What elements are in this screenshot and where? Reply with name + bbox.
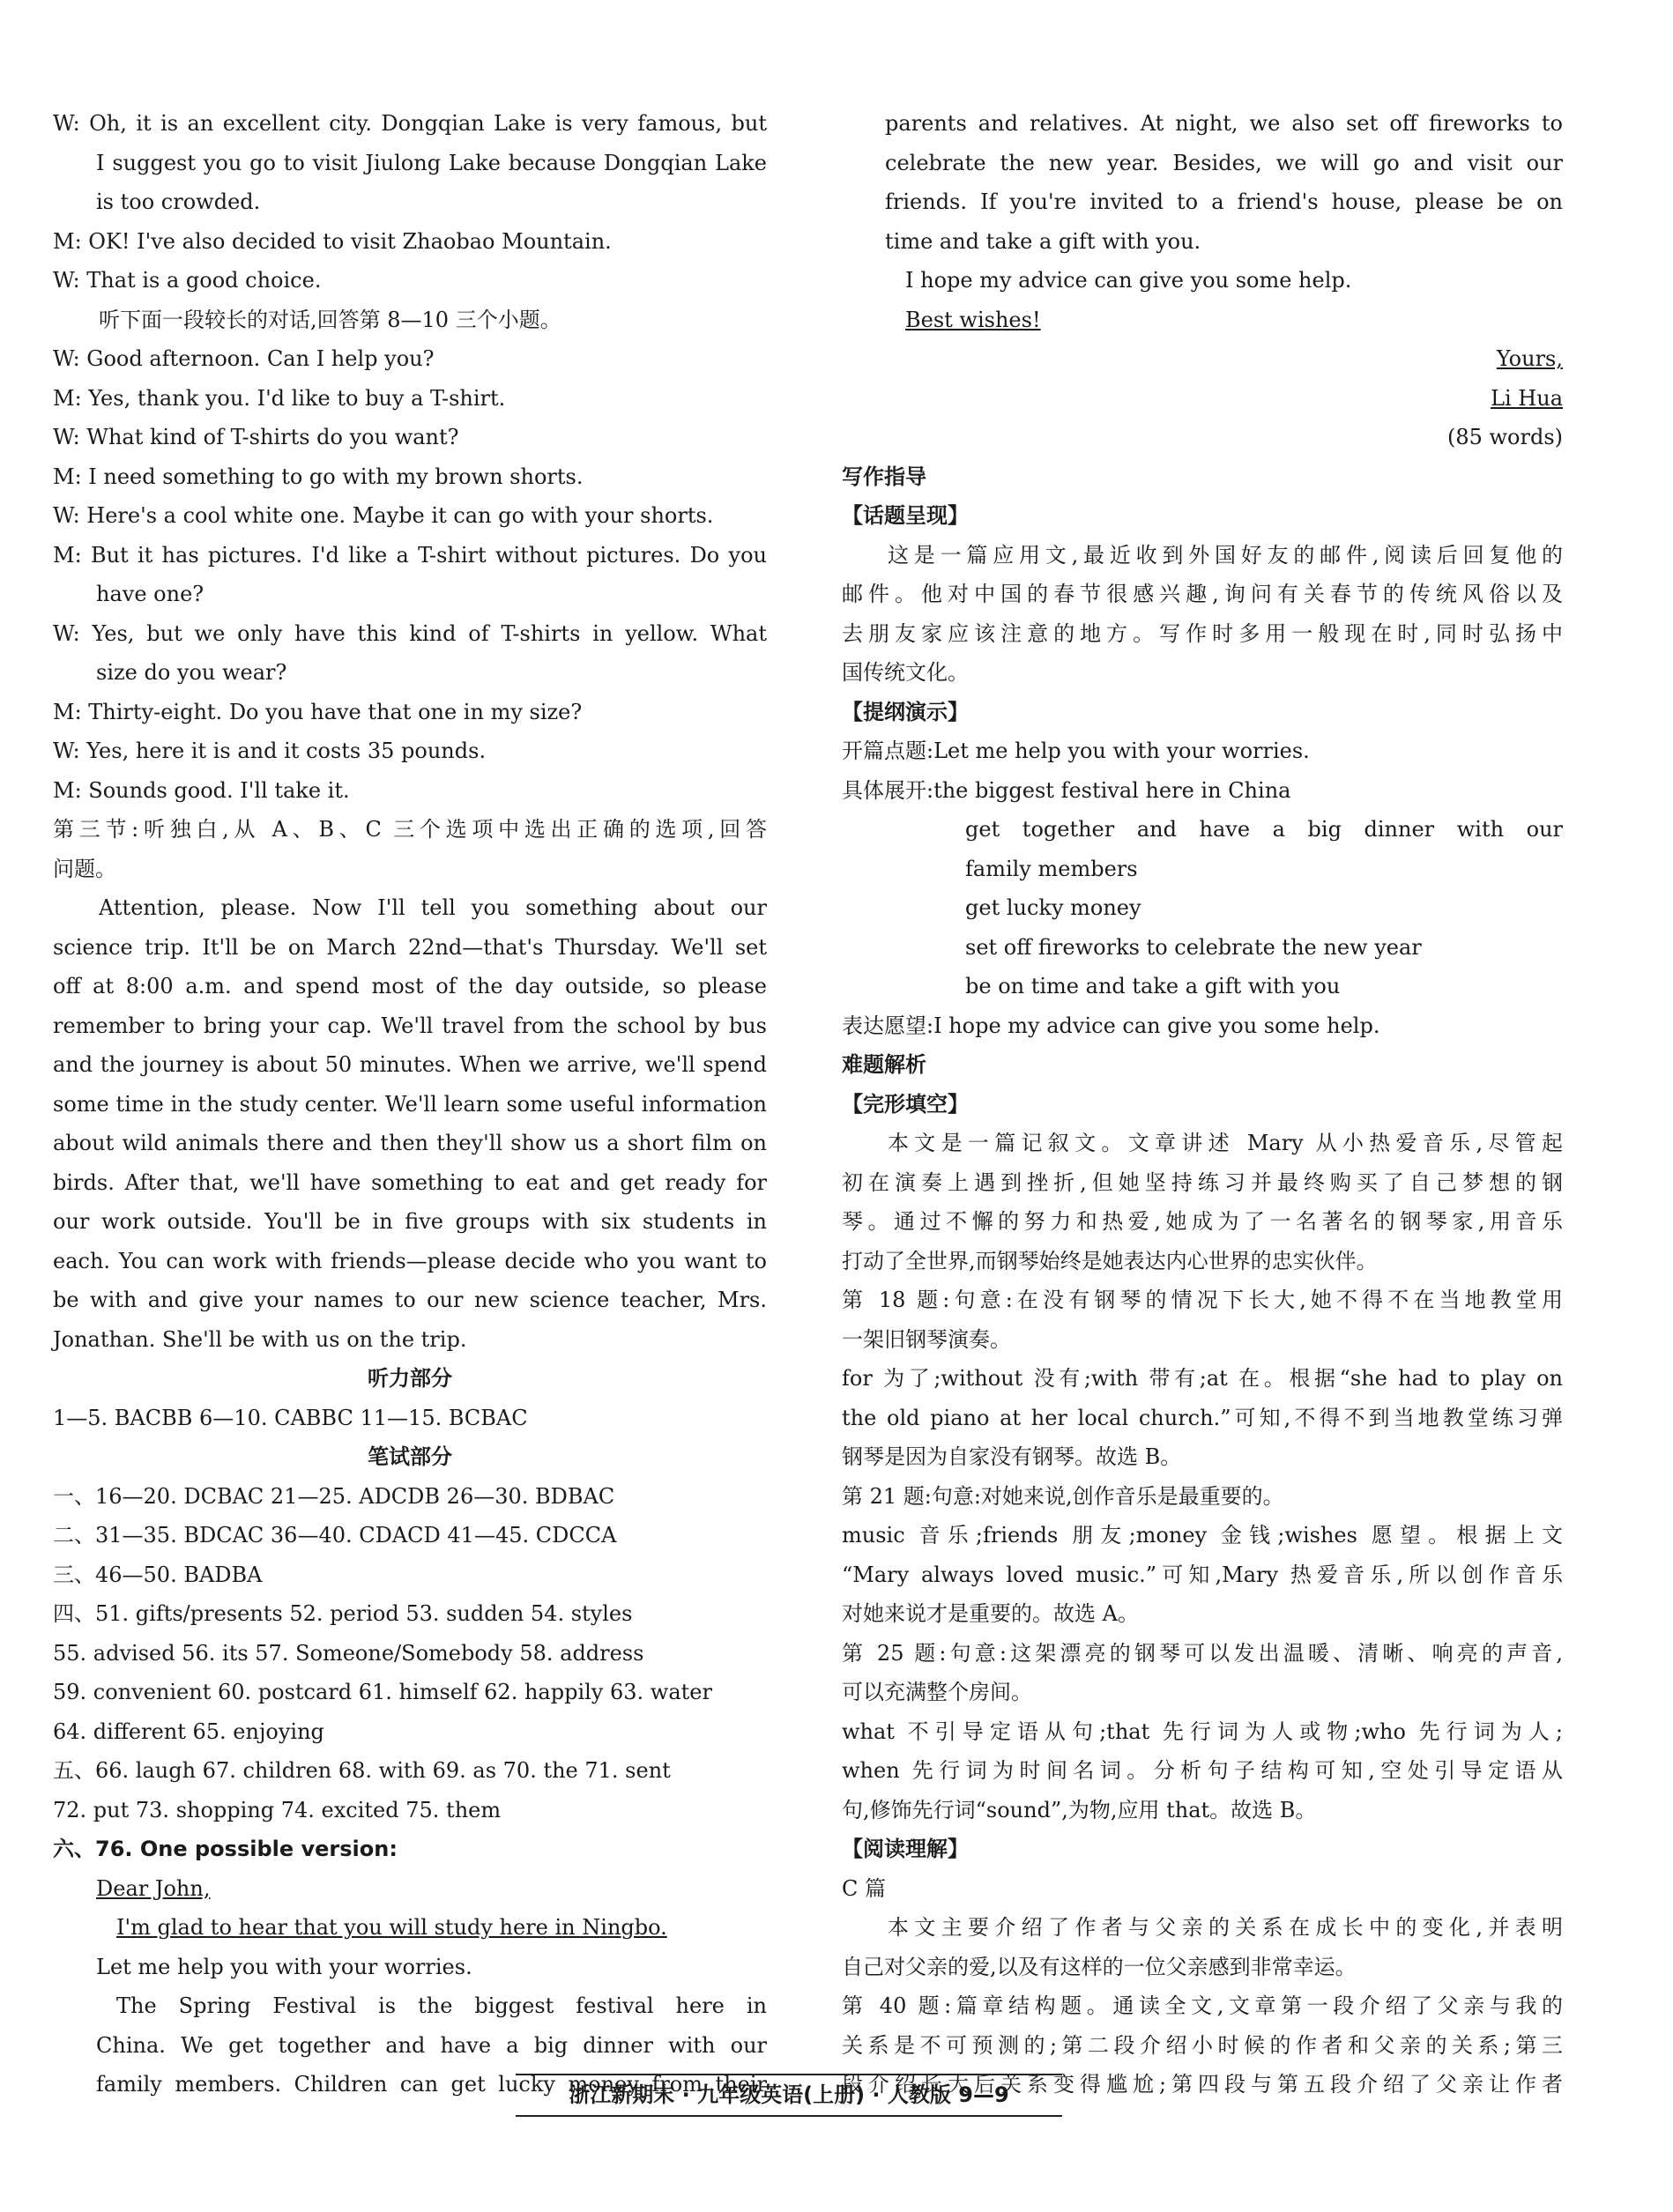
right-line: 去朋友家应该注意的地方。写作时多用一般现在时,同时弘扬中 (842, 620, 1563, 646)
left-line: W: Yes, but we only have this kind of T-shirts in yellow. What (53, 620, 767, 646)
left-line: M: Sounds good. I'll take it. (53, 777, 350, 803)
left-line: China. We get together and have a big dinner with our (96, 2032, 767, 2058)
right-line: get lucky money (965, 895, 1141, 920)
right-line: 段介绍长大后关系变得尴尬;第四段与第五段介绍了父亲让作者 (842, 2072, 1563, 2097)
left-line: M: I need something to go with my brown shorts. (53, 464, 584, 489)
right-line: 初在演奏上遇到挫折,但她坚持练习并最终购买了自己梦想的钢 (842, 1169, 1563, 1195)
right-line: parents and relatives. At night, we also set off fireworks to (885, 111, 1563, 136)
right-line: 表达愿望:I hope my advice can give you some help. (842, 1013, 1380, 1038)
right-line: 难题解析 (842, 1052, 926, 1077)
right-line: get together and have a big dinner with our (965, 817, 1563, 842)
left-line: 55. advised 56. its 57. Someone/Somebody 58. address (53, 1640, 644, 1666)
right-line: 对她来说才是重要的。故选 A。 (842, 1601, 1139, 1626)
right-line: music 音乐;friends 朋友;money 金钱;wishes 愿望。根据上文 (842, 1523, 1563, 1548)
right-line: 钢琴是因为自家没有钢琴。故选 B。 (842, 1444, 1182, 1469)
left-line: 1—5. BACBB 6—10. CABBC 11—15. BCBAC (53, 1405, 528, 1430)
right-line: family members (965, 856, 1138, 881)
left-line: Jonathan. She'll be with us on the trip. (53, 1326, 467, 1352)
right-line: 句,修饰先行词“sound”,为物,应用 that。故选 B。 (842, 1797, 1317, 1822)
right-line: Best wishes! (905, 307, 1041, 332)
left-line: and the journey is about 50 minutes. When we arrive, we'll spend (53, 1052, 767, 1077)
right-line: 【阅读理解】 (842, 1837, 969, 1861)
left-line: M: But it has pictures. I'd like a T-shirt without pictures. Do you (53, 542, 767, 568)
left-line: 问题。 (53, 856, 116, 881)
right-column (842, 104, 1563, 2104)
left-line: W: Yes, here it is and it costs 35 pounds. (53, 739, 487, 763)
right-line: 可以充满整个房间。 (842, 1680, 1032, 1704)
left-line: The Spring Festival is the biggest festival here in (116, 1993, 767, 2018)
right-line: time and take a gift with you. (885, 228, 1201, 254)
left-line: our work outside. You'll be in five groups with six students in (53, 1209, 767, 1234)
right-line: 具体展开:the biggest festival here in China (842, 777, 1291, 803)
right-line: 关系是不可预测的;第二段介绍小时候的作者和父亲的关系;第三 (842, 2032, 1563, 2058)
left-line: be with and give your names to our new science teacher, Mrs. (53, 1288, 767, 1312)
left-line: science trip. It'll be on March 22nd—that's Thursday. We'll set (53, 934, 767, 960)
left-line: W: Here's a cool white one. Maybe it can go with your shorts. (53, 503, 714, 528)
right-line: friends. If you're invited to a friend's house, please be on (885, 189, 1563, 214)
right-line: 【提纲演示】 (842, 699, 969, 724)
left-line: about wild animals there and then they'll show us a short film on (53, 1131, 767, 1155)
right-line: 琴。通过不懈的努力和热爱,她成为了一名著名的钢琴家,用音乐 (842, 1209, 1563, 1234)
left-line: I'm glad to hear that you will study here in Ningbo. (116, 1915, 667, 1940)
left-line: Dear John, (96, 1875, 211, 1901)
left-line: off at 8:00 a.m. and spend most of the day outside, so please (53, 974, 767, 998)
right-line: the old piano at her local church.”可知,不得不到当地教堂练习弹 (842, 1405, 1563, 1430)
right-line: 第 40 题:篇章结构题。通读全文,文章第一段介绍了父亲与我的 (842, 1993, 1563, 2018)
left-line: 第三节:听独白,从 A、B、C 三个选项中选出正确的选项,回答 (53, 817, 767, 842)
left-line: have one? (96, 582, 204, 606)
left-line: 笔试部分 (368, 1444, 452, 1469)
right-line: C 篇 (842, 1875, 886, 1901)
left-line: is too crowded. (96, 189, 261, 214)
left-line: 六、76. One possible version: (53, 1837, 398, 1861)
right-line: what 不引导定语从句;that 先行词为人或物;who 先行词为人; (842, 1718, 1563, 1744)
right-line: “Mary always loved music.”可知,Mary 热爱音乐,所以创作音乐 (842, 1562, 1563, 1587)
left-line: 64. different 65. enjoying (53, 1718, 324, 1744)
left-line: Attention, please. Now I'll tell you something about our (99, 895, 767, 920)
left-line: 三、46—50. BADBA (53, 1562, 263, 1587)
left-line: W: What kind of T-shirts do you want? (53, 425, 459, 449)
left-line: M: OK! I've also decided to visit Zhaobao Mountain. (53, 228, 612, 254)
left-line: W: That is a good choice. (53, 268, 322, 293)
right-line: 国传统文化。 (842, 660, 969, 685)
right-line: set off fireworks to celebrate the new year (965, 934, 1422, 960)
left-line: 59. convenient 60. postcard 61. himself 62. happily 63. water (53, 1680, 712, 1704)
right-line: 自己对父亲的爱,以及有这样的一位父亲感到非常幸运。 (842, 1954, 1357, 1979)
left-line: family members. Children can get lucky money from their (96, 2072, 767, 2097)
right-line: 【话题呈现】 (842, 503, 969, 528)
right-line: 打动了全世界,而钢琴始终是她表达内心世界的忠实伙伴。 (842, 1248, 1378, 1273)
left-line: 72. put 73. shopping 74. excited 75. them (53, 1797, 502, 1822)
right-line: celebrate the new year. Besides, we will go and visit our (885, 150, 1563, 175)
left-line: W: Oh, it is an excellent city. Dongqian Lake is very famous, but (53, 111, 767, 136)
left-column (53, 104, 767, 2104)
right-line: for 为了;without 没有;with 带有;at 在。根据“she had to play on (842, 1366, 1563, 1391)
left-line: 二、31—35. BDCAC 36—40. CDACD 41—45. CDCCA (53, 1523, 617, 1548)
page-footer: 浙江新期末 · 九年级英语(上册) · 人教版 9—9 (516, 2074, 1062, 2117)
left-line: some time in the study center. We'll learn some useful information (53, 1091, 767, 1117)
right-line: 第 18 题:句意:在没有钢琴的情况下长大,她不得不在当地教堂用 (842, 1288, 1563, 1312)
right-line: 【完形填空】 (842, 1091, 969, 1117)
right-line: 这是一篇应用文,最近收到外国好友的邮件,阅读后回复他的 (888, 542, 1563, 568)
left-line: M: Thirty-eight. Do you have that one in my size? (53, 699, 583, 724)
left-line: W: Good afternoon. Can I help you? (53, 346, 435, 371)
right-line: be on time and take a gift with you (965, 974, 1341, 998)
right-line: 开篇点题:Let me help you with your worries. (842, 739, 1310, 763)
right-line: when 先行词为时间名词。分析句子结构可知,空处引导定语从 (842, 1758, 1563, 1783)
left-line: birds. After that, we'll have something to eat and get ready for (53, 1169, 767, 1195)
right-line: 本文是一篇记叙文。文章讲述 Mary 从小热爱音乐,尽管起 (888, 1131, 1563, 1155)
left-line: Let me help you with your worries. (96, 1954, 472, 1979)
right-line: 第 21 题:句意:对她来说,创作音乐是最重要的。 (842, 1483, 1284, 1509)
right-line: 第 25 题:句意:这架漂亮的钢琴可以发出温暖、清晰、响亮的声音, (842, 1640, 1563, 1666)
right-line: (85 words) (1446, 425, 1563, 449)
right-line: Li Hua (1491, 385, 1563, 411)
left-line: 听力部分 (368, 1366, 452, 1391)
right-line: I hope my advice can give you some help. (905, 268, 1352, 293)
left-line: 五、66. laugh 67. children 68. with 69. as 70. the 71. sent (53, 1758, 671, 1783)
left-line: size do you wear? (96, 660, 287, 685)
left-line: remember to bring your cap. We'll travel from the school by bus (53, 1013, 767, 1038)
left-line: each. You can work with friends—please decide who you want to (53, 1248, 767, 1273)
right-line: 一架旧钢琴演奏。 (842, 1326, 1011, 1352)
right-line: 邮件。他对中国的春节很感兴趣,询问有关春节的传统风俗以及 (842, 582, 1563, 606)
left-line: 四、51. gifts/presents 52. period 53. sudden 54. styles (53, 1601, 633, 1626)
right-line: 本文主要介绍了作者与父亲的关系在成长中的变化,并表明 (888, 1915, 1563, 1940)
right-line: 写作指导 (842, 464, 926, 489)
left-line: 听下面一段较长的对话,回答第 8—10 三个小题。 (99, 307, 561, 332)
right-line: Yours, (1496, 346, 1563, 371)
left-line: 一、16—20. DCBAC 21—25. ADCDB 26—30. BDBAC (53, 1483, 615, 1509)
left-line: M: Yes, thank you. I'd like to buy a T-shirt. (53, 385, 506, 411)
left-line: I suggest you go to visit Jiulong Lake because Dongqian Lake (96, 150, 767, 175)
